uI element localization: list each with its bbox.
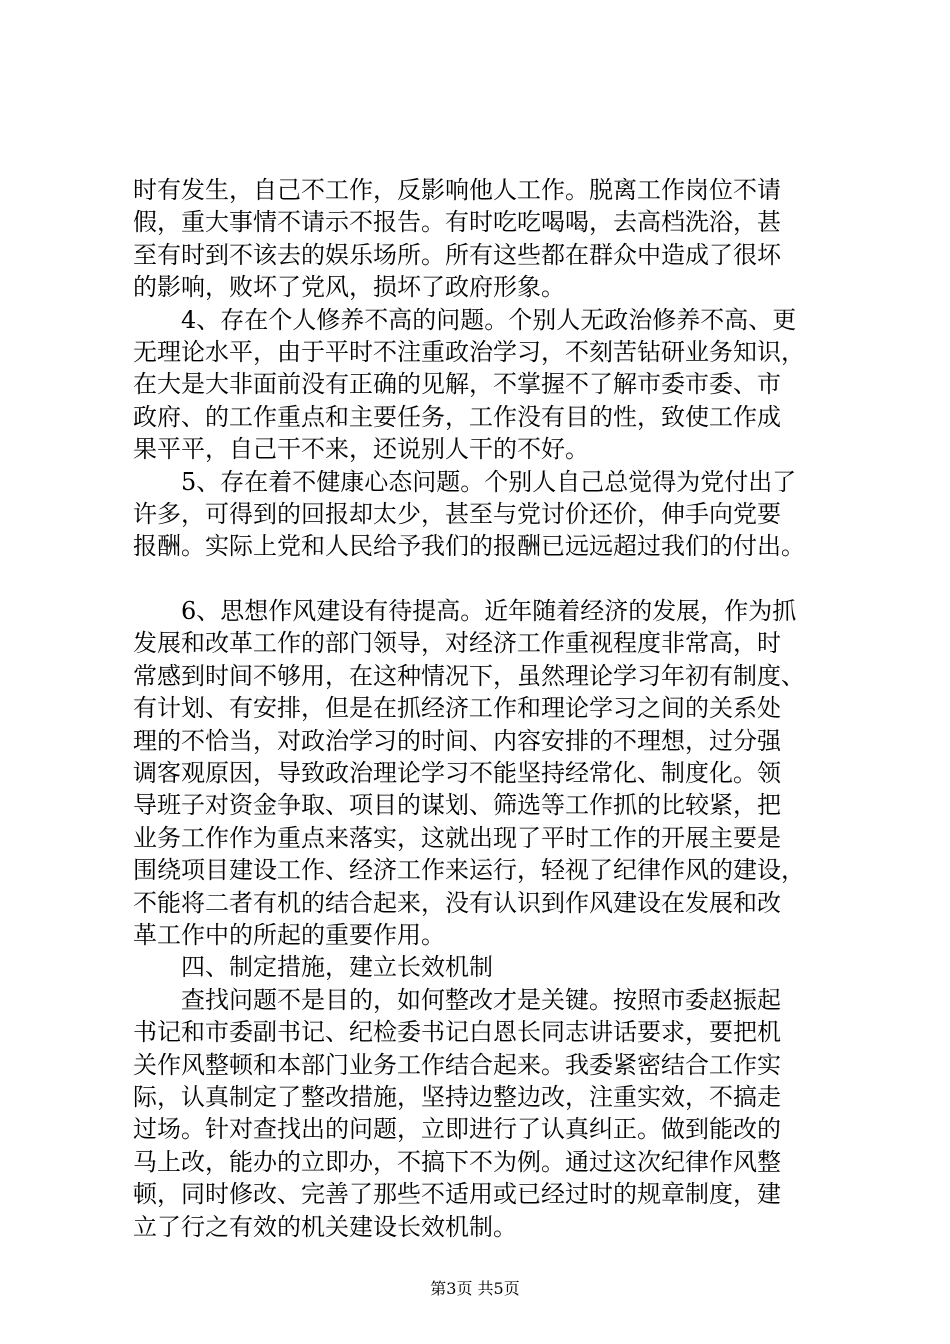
page-footer: 第3页 共5页 bbox=[430, 1279, 520, 1298]
text-line: 有计划、有安排，但是在抓经济工作和理论学习之间的关系处 bbox=[133, 694, 781, 723]
text-line: 业务工作作为重点来落实，这就出现了平时工作的开展主要是 bbox=[133, 823, 781, 852]
text-line: 书记和市委副书记、纪检委书记白恩长同志讲话要求，要把机 bbox=[133, 1018, 781, 1047]
text-line: 顿，同时修改、完善了那些不适用或已经过时的规章制度，建 bbox=[133, 1180, 781, 1209]
text-line: 果平平，自己干不来，还说别人干的不好。 bbox=[133, 435, 589, 464]
text-line: 4、存在个人修养不高的问题。个别人无政治修养不高、更 bbox=[181, 305, 797, 334]
text-line: 无理论水平，由于平时不注重政治学习，不刻苦钻研业务知识， bbox=[133, 337, 805, 366]
text-line: 5、存在着不健康心态问题。个别人自己总觉得为党付出了 bbox=[181, 467, 797, 496]
text-line: 不能将二者有机的结合起来，没有认识到作风建设在发展和改 bbox=[133, 888, 781, 917]
blank-line bbox=[133, 563, 853, 595]
text-line: 政府、的工作重点和主要任务，工作没有目的性，致使工作成 bbox=[133, 402, 781, 431]
text-line: 至有时到不该去的娱乐场所。所有这些都在群众中造成了很坏 bbox=[133, 240, 781, 269]
text-line: 在大是大非面前没有正确的见解，不掌握不了解市委市委、市 bbox=[133, 370, 781, 399]
text-line: 报酬。实际上党和人民给予我们的报酬已远远超过我们的付出。 bbox=[133, 532, 805, 561]
text-line: 常感到时间不够用，在这种情况下，虽然理论学习年初有制度、 bbox=[133, 661, 805, 690]
text-line: 导班子对资金争取、项目的谋划、筛选等工作抓的比较紧，把 bbox=[133, 791, 781, 820]
text-line: 时有发生，自己不工作，反影响他人工作。脱离工作岗位不请 bbox=[133, 176, 781, 204]
text-line: 调客观原因，导致政治理论学习不能坚持经常化、制度化。领 bbox=[133, 759, 781, 788]
text-line: 围绕项目建设工作、经济工作来运行，轻视了纪律作风的建设， bbox=[133, 856, 805, 885]
text-line: 6、思想作风建设有待提高。近年随着经济的发展，作为抓 bbox=[181, 597, 797, 626]
text-line: 马上改，能办的立即办，不搞下不为例。通过这次纪律作风整 bbox=[133, 1147, 781, 1176]
text-line: 四、制定措施，建立长效机制 bbox=[181, 953, 493, 982]
text-line: 发展和改革工作的部门领导，对经济工作重视程度非常高，时 bbox=[133, 629, 781, 658]
text-line: 理的不恰当，对政治学习的时间、内容安排的不理想，过分强 bbox=[133, 726, 781, 755]
text-line: 许多，可得到的回报却太少，甚至与党讨价还价，伸手向党要 bbox=[133, 499, 781, 528]
text-line: 关作风整顿和本部门业务工作结合起来。我委紧密结合工作实 bbox=[133, 1050, 781, 1079]
text-line: 立了行之有效的机关建设长效机制。 bbox=[133, 1212, 517, 1241]
text-line: 过场。针对查找出的问题，立即进行了认真纠正。做到能改的 bbox=[133, 1115, 781, 1144]
text-line: 际，认真制定了整改措施，坚持边整边改，注重实效，不搞走 bbox=[133, 1082, 781, 1111]
text-line: 革工作中的所起的重要作用。 bbox=[133, 920, 445, 949]
document-body bbox=[133, 174, 853, 1243]
text-line: 假，重大事情不请示不报告。有时吃吃喝喝，去高档洗浴，甚 bbox=[133, 208, 781, 237]
text-line: 的影响，败坏了党风，损坏了政府形象。 bbox=[133, 273, 565, 302]
text-line: 查找问题不是目的，如何整改才是关键。按照市委赵振起 bbox=[181, 985, 781, 1014]
